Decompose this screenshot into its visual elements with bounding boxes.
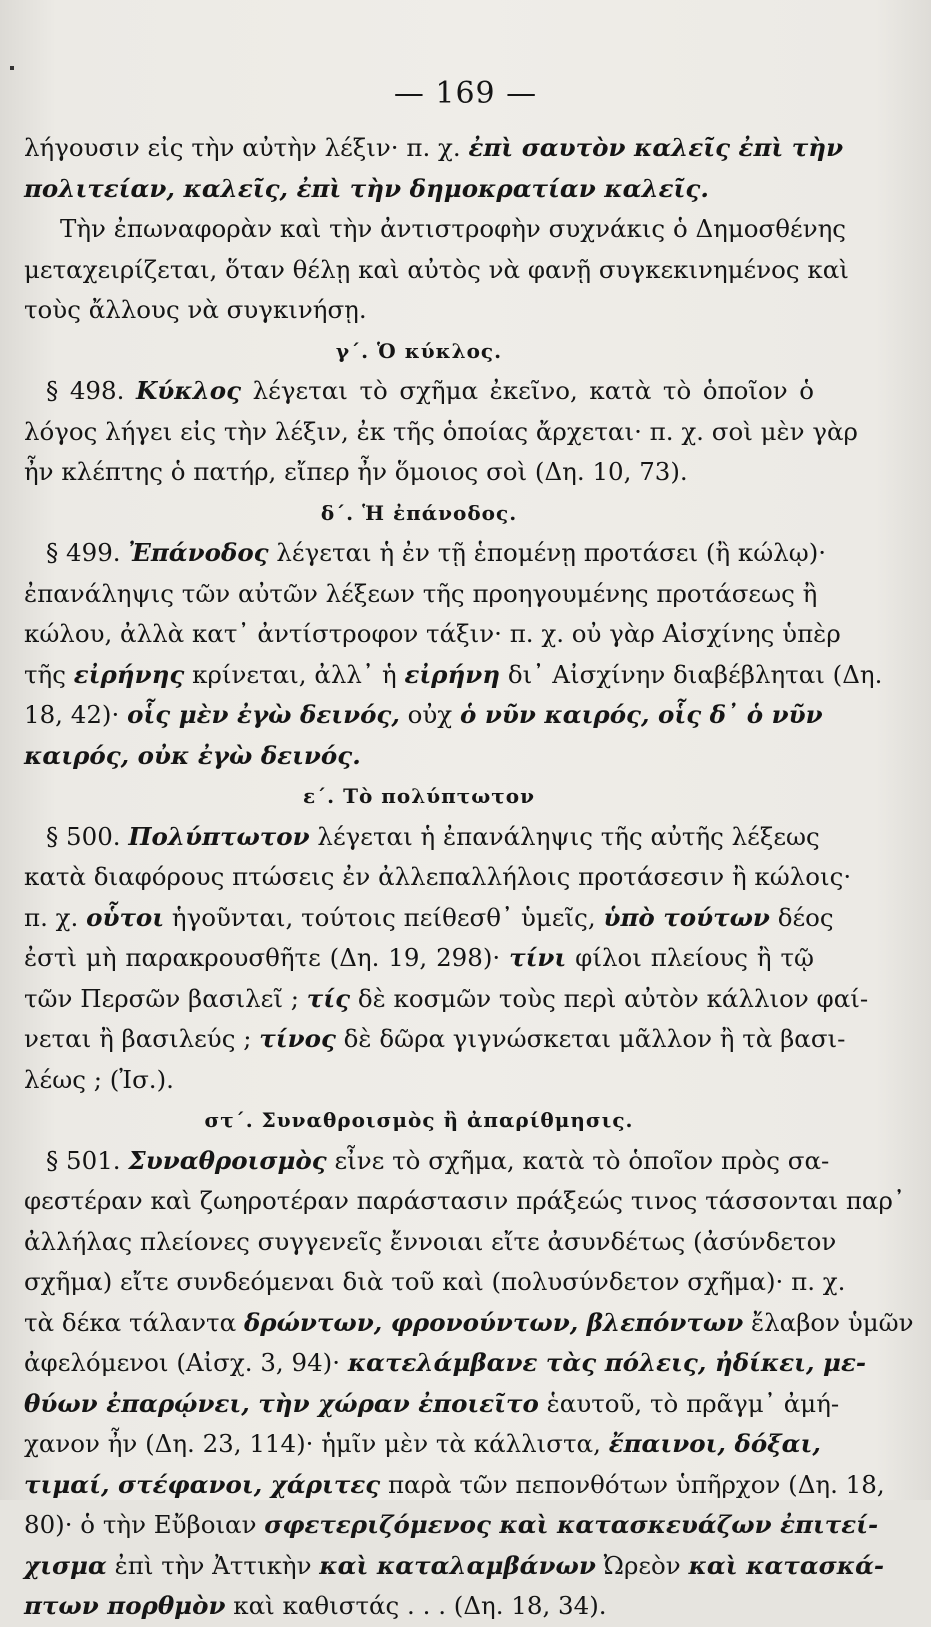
- emphasized-text: δρώντων, φρονούντων, βλεπόντων: [243, 1307, 744, 1337]
- text-run: σχῆμα) εἴτε συνδεόμεναι διὰ τοῦ καὶ (πολυσύνδετον σχῆμα)· π. χ.: [24, 1267, 846, 1296]
- text-run: ἐπανάληψις τῶν αὐτῶν λέξεων τῆς προηγουμένης προτάσεως ἢ: [24, 578, 818, 608]
- text-run: λόγος λήγει εἰς τὴν λέξιν, ἐκ τῆς ὁποίας ἄρχεται· π. χ. σοὶ μὲν γὰρ: [24, 416, 858, 446]
- text-run: τοὺς ἄλλους νὰ συγκινήσῃ.: [24, 295, 367, 324]
- text-run: π. χ.: [24, 902, 87, 932]
- text-run: ἔλαβον ὑμῶν: [743, 1307, 914, 1337]
- emphasized-text: ἐπὶ σαυτὸν καλεῖς ἐπὶ τὴν: [468, 133, 844, 162]
- text-run: λέγεται ἡ ἐν τῇ ἑπομένῃ προτάσει (ἢ κώλῳ)·: [268, 538, 827, 567]
- text-line: [24, 857, 852, 898]
- emphasized-text: εἰρήνη: [404, 659, 501, 689]
- text-run: κρίνεται, ἀλλ᾽ ἡ: [184, 659, 405, 689]
- text-line: [24, 1343, 867, 1384]
- text-line: [24, 1303, 914, 1344]
- text-line: [24, 128, 844, 169]
- text-run: γ΄. Ὁ κύκλος.: [335, 338, 503, 363]
- text-line: [24, 1262, 846, 1303]
- text-run: λέως ; (Ἰσ.).: [24, 1064, 174, 1094]
- text-run: 80)· ὁ τὴν Εὔβοιαν: [24, 1510, 265, 1539]
- text-line: [24, 574, 818, 615]
- text-line: [24, 1384, 840, 1425]
- text-run: παρὰ τῶν πεπονθότων ὑπῆρχον (Δη. 18,: [380, 1469, 885, 1499]
- text-run: καὶ καθιστάς . . . (Δη. 18, 34).: [225, 1591, 607, 1620]
- text-run: λήγουσιν εἰς τὴν αὐτὴν λέξιν· π. χ.: [24, 133, 469, 162]
- text-line: [24, 452, 814, 493]
- text-run: χανον ἦν (Δη. 23, 114)· ἡμῖν μὲν τὰ κάλλιστα,: [24, 1429, 609, 1458]
- text-line: [24, 1505, 879, 1546]
- emphasized-text: τίς: [306, 983, 351, 1013]
- text-run: Ὠρεὸν: [595, 1550, 689, 1580]
- emphasized-text: πτων πορθμὸν: [24, 1591, 226, 1620]
- text-line: [24, 1586, 814, 1627]
- text-run: § 498.: [46, 376, 136, 405]
- text-run: 18, 42)·: [24, 700, 128, 729]
- text-line: [24, 655, 883, 696]
- emphasized-text: Πολύπτωτον: [128, 821, 310, 851]
- emphasized-text: Ἐπάνοδος: [128, 538, 269, 567]
- text-run: δ΄. Ἡ ἐπάνοδος.: [320, 500, 518, 525]
- text-run: τῆς: [24, 659, 74, 689]
- emphasized-text: τίνι: [509, 943, 567, 972]
- text-line: [24, 1465, 885, 1506]
- text-run: κώλου, ἀλλὰ κατ᾽ ἀντίστροφον τάξιν· π. χ. οὐ γὰρ Αἰσχίνης ὑπὲρ: [24, 619, 841, 648]
- text-line: [24, 250, 849, 291]
- text-run: § 500.: [46, 821, 129, 851]
- text-run: ἐπὶ τὴν Ἀττικὴν: [106, 1550, 320, 1580]
- text-line: [24, 736, 814, 777]
- emphasized-text: ὁ νῦν καιρός, οἷς δ᾽ ὁ νῦν: [459, 700, 823, 729]
- emphasized-text: τιμαί, στέφανοι, χάριτες: [24, 1469, 381, 1499]
- text-run: δέος: [769, 902, 834, 932]
- emphasized-text: καιρός, οὐκ ἐγὼ δεινός.: [24, 740, 361, 770]
- text-line: [24, 695, 823, 736]
- section-heading: [24, 1100, 814, 1141]
- text-line: [24, 979, 869, 1020]
- page-number: — 169 —: [393, 76, 538, 111]
- text-line: [24, 938, 814, 979]
- text-run: μεταχειρίζεται, ὅταν θέλῃ καὶ αὐτὸς νὰ φανῇ συγκεκινημένος καὶ: [24, 254, 849, 284]
- text-line: [24, 1181, 906, 1222]
- text-run: τὰ δέκα τάλαντα: [24, 1307, 244, 1337]
- emphasized-text: οὗτοι: [86, 902, 165, 932]
- text-run: δι᾽ Αἰσχίνην διαβέβληται (Δη.: [500, 659, 883, 689]
- emphasized-text: χισμα: [24, 1550, 107, 1580]
- text-run: ἡγοῦνται, τούτοις πείθεσθ᾽ ὑμεῖς,: [164, 902, 604, 932]
- emphasized-text: εἰρήνης: [73, 659, 185, 689]
- text-run: δὲ κοσμῶν τοὺς περὶ αὐτὸν κάλλιον φαί-: [350, 983, 869, 1013]
- emphasized-text: θύων ἐπαρῴνει, τὴν χώραν ἐποιεῖτο: [24, 1388, 539, 1418]
- emphasized-text: ἔπαινοι, δόξαι,: [608, 1429, 821, 1458]
- text-line: [24, 614, 841, 655]
- text-line: [24, 412, 858, 453]
- emphasized-text: καὶ κατασκά-: [688, 1550, 885, 1580]
- emphasized-text: Συναθροισμὸς: [128, 1145, 327, 1175]
- text-run: στ΄. Συναθροισμὸς ἢ ἀπαρίθμησις.: [204, 1108, 634, 1132]
- text-run: φίλοι πλείους ἢ τῷ: [566, 943, 814, 972]
- text-run: § 501.: [46, 1145, 129, 1175]
- emphasized-text: σφετεριζόμενος καὶ κατασκευάζων ἐπιτεί-: [264, 1510, 879, 1539]
- text-line: [24, 533, 827, 574]
- text-line: [24, 1222, 837, 1263]
- text-run: ε΄. Τὸ πολύπτωτον: [303, 784, 535, 808]
- text-run: § 499.: [46, 538, 129, 567]
- text-line: [24, 817, 820, 858]
- emphasized-text: Κύκλος: [135, 376, 242, 405]
- emphasized-text: τίνος: [259, 1024, 336, 1053]
- text-line: [24, 371, 814, 412]
- section-heading: [24, 776, 814, 817]
- text-run: λέγεται τὸ σχῆμα ἐκεῖνο, κατὰ τὸ ὁποῖον ὁ: [241, 376, 814, 405]
- text-run: δὲ δῶρα γιγνώσκεται μᾶλλον ἢ τὰ βασι-: [335, 1024, 846, 1053]
- text-line: [24, 898, 834, 939]
- text-run: λέγεται ἡ ἐπανάληψις τῆς αὐτῆς λέξεως: [309, 821, 820, 851]
- text-line: [24, 1141, 830, 1182]
- emphasized-text: κατελάμβανε τὰς πόλεις, ἠδίκει, με-: [347, 1348, 867, 1377]
- section-heading: [24, 493, 814, 534]
- text-run: Τὴν ἐπωναφορὰν καὶ τὴν ἀντιστροφὴν συχνάκις ὁ Δημοσθένης: [60, 214, 846, 243]
- text-run: ἐστὶ μὴ παρακρουσθῆτε (Δη. 19, 298)·: [24, 943, 510, 972]
- text-line: [24, 1546, 885, 1587]
- text-line: [24, 209, 846, 250]
- emphasized-text: καὶ καταλαμβάνων: [319, 1550, 596, 1580]
- emphasized-text: οἷς μὲν ἐγὼ δεινός,: [127, 700, 400, 729]
- text-line: [24, 290, 814, 331]
- text-run: ἀφελόμενοι (Αἰσχ. 3, 94)·: [24, 1348, 348, 1377]
- text-run: τῶν Περσῶν βασιλεῖ ;: [24, 983, 307, 1013]
- text-line: [24, 1019, 846, 1060]
- text-line: [24, 169, 814, 210]
- text-run: νεται ἢ βασιλεύς ;: [24, 1024, 260, 1053]
- body-text: [24, 128, 914, 1627]
- section-heading: [24, 331, 814, 372]
- text-run: ἦν κλέπτης ὁ πατήρ, εἴπερ ἦν ὅμοιος σοὶ (Δη. 10, 73).: [24, 457, 688, 486]
- text-run: ἀλλήλας πλείονες συγγενεῖς ἔννοιαι εἴτε ἀσυνδέτως (ἀσύνδετον: [24, 1226, 837, 1256]
- page-mark: [10, 66, 14, 70]
- emphasized-text: ὑπὸ τούτων: [603, 902, 770, 932]
- text-run: ἑαυτοῦ, τὸ πρᾶγμ᾽ ἀμή-: [538, 1388, 840, 1418]
- text-run: κατὰ διαφόρους πτώσεις ἐν ἀλλεπαλλήλοις προτάσεσιν ἢ κώλοις·: [24, 862, 852, 891]
- text-line: [24, 1424, 821, 1465]
- text-run: εἶνε τὸ σχῆμα, κατὰ τὸ ὁποῖον πρὸς σα-: [326, 1145, 830, 1175]
- text-run: οὐχ: [399, 700, 460, 729]
- emphasized-text: πολιτείαν, καλεῖς, ἐπὶ τὴν δημοκρατίαν καλεῖς.: [24, 173, 709, 203]
- text-line: [24, 1060, 814, 1101]
- text-run: φεστέραν καὶ ζωηροτέραν παράστασιν πράξεώς τινος τάσσονται παρ᾽: [24, 1186, 906, 1215]
